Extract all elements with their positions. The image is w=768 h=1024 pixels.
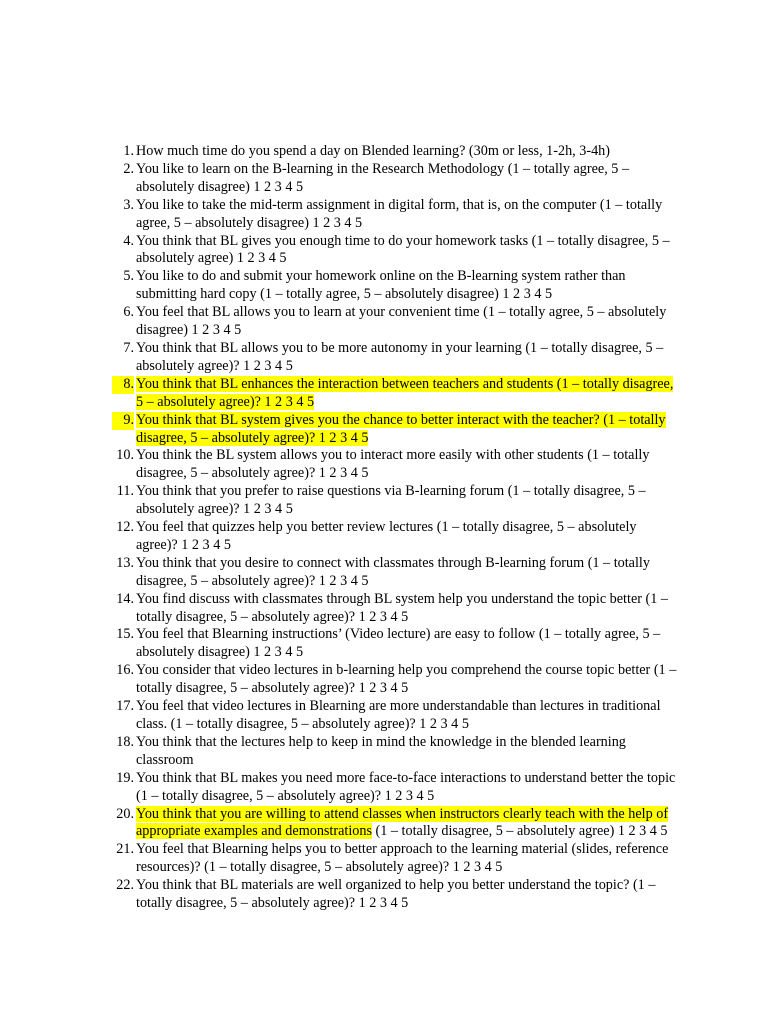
question-item-6 <box>112 304 678 340</box>
question-number: 15. <box>116 626 134 643</box>
question-item-8 <box>112 376 678 412</box>
highlighted-question-text: You think that BL system gives you the chance to better interact with the teacher? (1 – totally disagree, 5 – absolutely agree)? 1 2 3 4 5 <box>136 411 666 446</box>
question-text: You find discuss with classmates through BL system help you understand the topic better (1 – totally disagree, 5 – absolutely agree)? 1 2 3 4 5 <box>136 590 668 625</box>
question-number: 2. <box>123 160 134 177</box>
question-item-16 <box>112 662 678 698</box>
question-text: You think that you desire to connect with classmates through B-learning forum (1 – totally disagree, 5 – absolutely agree)? 1 2 3 4 5 <box>136 554 650 589</box>
question-number: 4. <box>123 232 134 249</box>
question-item-3 <box>112 197 678 233</box>
question-text: You feel that video lectures in Blearning are more understandable than lectures in traditional class. (1 – totally disagree, 5 – absolutely agree)? 1 2 3 4 5 <box>136 698 661 732</box>
question-text: You think that BL gives you enough time to do your homework tasks (1 – totally disagree, 5 – absolutely agree) 1 2 3 4 5 <box>136 232 670 267</box>
question-text: You like to take the mid-term assignment in digital form, that is, on the computer (1 – totally agree, 5 – absolutely disagree) 1 2 3 4 5 <box>136 196 663 231</box>
question-text-rest: (1 – totally disagree, 5 – absolutely agree) 1 2 3 4 5 <box>372 823 668 840</box>
question-text: You think that the lectures help to keep in mind the knowledge in the blended learning classroom <box>136 733 626 768</box>
question-text: You feel that BL allows you to learn at your convenient time (1 – totally agree, 5 – absolutely disagree) 1 2 3 4 5 <box>136 304 667 339</box>
question-item-9 <box>112 412 678 448</box>
question-text: How much time do you spend a day on Blended learning? (30m or less, 1-2h, 3-4h) <box>136 143 610 159</box>
question-text: You think that BL makes you need more face-to-face interactions to understand better the topic (1 – totally disagree, 5 – absolutely agree)? 1 2 3 4 5 <box>136 769 676 804</box>
question-text: You feel that Blearning helps you to better approach to the learning material (slides, reference resources)? (1 – totally disagree, 5 – absolutely agree)? 1 2 3 4 5 <box>136 841 669 876</box>
question-item-13 <box>112 555 678 591</box>
question-item-18 <box>112 734 678 770</box>
question-item-10 <box>112 447 678 483</box>
question-text: You think that BL allows you to be more autonomy in your learning (1 – totally disagree, 5 – absolutely agree)? 1 2 3 4 5 <box>136 339 664 374</box>
question-text: You think that you prefer to raise questions via B-learning forum (1 – totally disagree, 5 – absolutely agree)? 1 2 3 4 5 <box>136 483 646 518</box>
question-item-19 <box>112 770 678 806</box>
questionnaire-list <box>112 143 678 913</box>
question-text: You like to learn on the B-learning in the Research Methodology (1 – totally agree, 5 – absolutely disagree) 1 2 3 4 5 <box>136 160 630 195</box>
question-number: 10. <box>116 447 134 464</box>
question-item-17 <box>112 698 678 734</box>
question-number: 21. <box>116 841 134 858</box>
question-number: 18. <box>116 733 134 750</box>
question-item-15 <box>112 626 678 662</box>
question-item-12 <box>112 519 678 555</box>
question-number: 7. <box>123 339 134 356</box>
question-number: 6. <box>123 304 134 321</box>
question-number: 5. <box>123 268 134 285</box>
question-number: 20. <box>116 805 134 822</box>
question-number: 13. <box>116 554 134 571</box>
question-item-14 <box>112 591 678 627</box>
question-item-22 <box>112 877 678 913</box>
question-number: 12. <box>116 519 134 536</box>
question-number: 16. <box>116 662 134 679</box>
question-number: 22. <box>116 877 134 894</box>
question-number: 11. <box>116 483 134 500</box>
question-number: 17. <box>116 698 134 715</box>
question-number: 8. <box>112 376 134 394</box>
question-number: 1. <box>123 143 134 159</box>
highlighted-question-text: You think that BL enhances the interaction between teachers and students (1 – totally disagree, 5 – absolutely agree)? 1 2 3 4 5 <box>136 375 674 410</box>
question-text: You think the BL system allows you to interact more easily with other students (1 – totally disagree, 5 – absolutely agree)? 1 2 3 4 5 <box>136 447 650 482</box>
question-item-11 <box>112 483 678 519</box>
question-item-20 <box>112 806 678 842</box>
question-item-4 <box>112 233 678 269</box>
highlighted-question-text: You think that you are willing to attend classes when instructors clearly teach with the help of appropriate examples and demonstrations <box>136 805 669 840</box>
question-item-7 <box>112 340 678 376</box>
question-number: 9. <box>112 412 134 430</box>
question-text: You think that BL materials are well organized to help you better understand the topic? (1 – totally disagree, 5 – absolutely agree)? 1 2 3 4 5 <box>136 877 656 912</box>
question-number: 14. <box>116 590 134 607</box>
question-text: You feel that Blearning instructions’ (Video lecture) are easy to follow (1 – totally agree, 5 – absolutely disagree) 1 2 3 4 5 <box>136 626 661 661</box>
question-text: You consider that video lectures in b-learning help you comprehend the course topic better (1 – totally disagree, 5 – absolutely agree)? 1 2 3 4 5 <box>136 662 677 697</box>
question-number: 3. <box>123 196 134 213</box>
question-item-21 <box>112 841 678 877</box>
question-text: You like to do and submit your homework online on the B-learning system rather than submitting hard copy (1 – totally agree, 5 – absolutely disagree) 1 2 3 4 5 <box>136 268 626 303</box>
question-item-1 <box>112 143 678 161</box>
question-number: 19. <box>116 769 134 786</box>
question-item-5 <box>112 268 678 304</box>
question-text: You feel that quizzes help you better review lectures (1 – totally disagree, 5 – absolutely agree)? 1 2 3 4 5 <box>136 519 637 553</box>
question-item-2 <box>112 161 678 197</box>
